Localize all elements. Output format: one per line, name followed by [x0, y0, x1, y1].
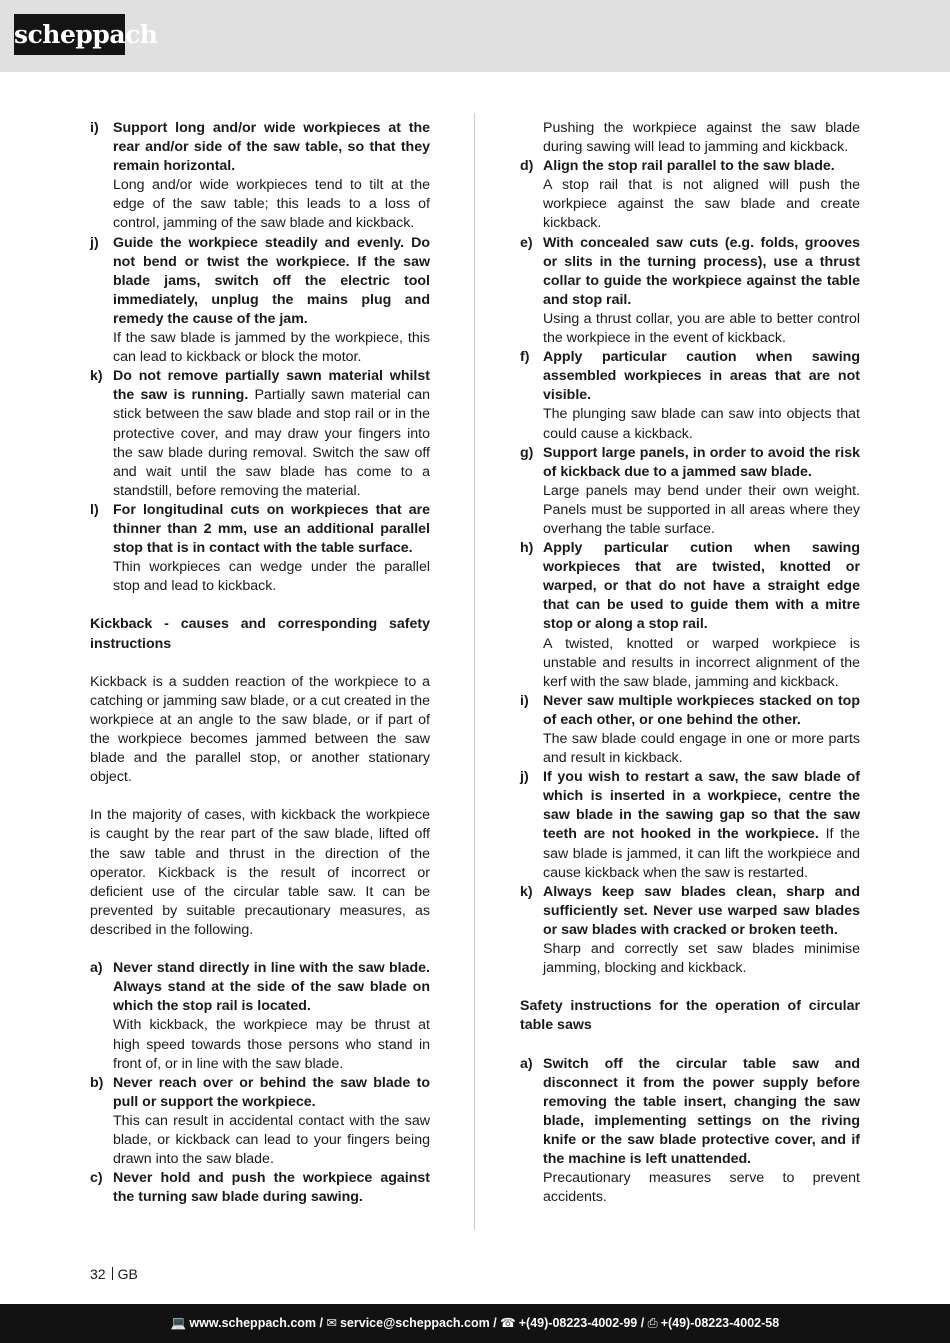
safety-item-l: [90, 501, 430, 596]
email-icon: ✉: [326, 1316, 337, 1330]
safety-item-g: [520, 444, 860, 539]
item-explanation: With kickback, the workpiece may be thrust at high speed towards those persons who stand in front of, or in line with the saw blade.: [113, 1017, 430, 1072]
item-explanation: The plunging saw blade can saw into objects that could cause a kickback.: [543, 406, 860, 442]
item-letter: j): [90, 234, 99, 251]
item-instruction: Support long and/or wide workpieces at the rear and/or side of the saw table, so that they remain horizontal.: [113, 120, 430, 175]
item-explanation: This can result in accidental contact with the saw blade, or kickback can lead to your fingers being drawn into the saw blade.: [113, 1112, 430, 1168]
page-language: GB: [117, 1266, 138, 1282]
footer-phone: +(49)-08223-4002-99 /: [518, 1316, 645, 1330]
safety-item-c: [90, 1169, 430, 1207]
safety-item-i: [520, 692, 860, 768]
footer-email: service@scheppach.com /: [339, 1316, 497, 1330]
footer-website: www.scheppach.com /: [189, 1316, 323, 1330]
item-letter: f): [520, 349, 530, 366]
item-explanation: If the saw blade is jammed, it can lift the workpiece and cause kickback when the saw is restarted.: [543, 826, 860, 881]
item-instruction: If you wish to restart a saw, the saw blade of which is inserted in a workpiece, centre the saw blade in the sawing gap so that the saw teeth are not hooked in the workpiece.: [543, 769, 860, 843]
item-explanation: Precautionary measures serve to prevent accidents.: [543, 1170, 860, 1206]
item-instruction: Never saw multiple workpieces stacked on top of each other, or one behind the other.: [543, 692, 860, 728]
left-column: [90, 119, 430, 1207]
page-number-separator: [112, 1267, 113, 1280]
item-explanation: A twisted, knotted or warped workpiece is unstable and results in incorrect alignment of the kerf with the saw blade, jamming and kickback.: [543, 635, 860, 690]
safety-item-d: [520, 157, 860, 233]
safety-item-i: [90, 119, 430, 234]
kickback-paragraph: Kickback is a sudden reaction of the workpiece to a catching or jamming saw blade, or a cut created in the workpiece at an angle to the saw blade, or if part of the workpiece becomes jammed between the saw blade and the parallel stop, or another stationary object.: [90, 673, 430, 786]
item-instruction: Do not remove partially sawn material whilst the saw is running.: [113, 368, 430, 404]
item-letter: i): [520, 692, 529, 709]
brand-logo: scheppach: [14, 14, 125, 55]
item-instruction: Never hold and push the workpiece against the turning saw blade during sawing.: [113, 1170, 430, 1206]
item-instruction: Align the stop rail parallel to the saw blade.: [543, 158, 835, 175]
page-number-value: 32: [90, 1266, 106, 1282]
item-explanation: A stop rail that is not aligned will push the workpiece against the saw blade and create kickback.: [543, 177, 860, 232]
operation-heading: Safety instructions for the operation of circular table saws: [520, 998, 860, 1034]
item-explanation: Using a thrust collar, you are able to better control the workpiece in the event of kickback.: [543, 310, 860, 347]
item-explanation: Long and/or wide workpieces tend to tilt at the edge of the saw table; this leads to a loss of control, jamming of the saw blade and kickback.: [113, 177, 430, 232]
item-instruction: Guide the workpiece steadily and evenly. Do not bend or twist the workpiece. If the saw blade jams, switch off the electric tool immediately, unplug the mains plug and remedy the cause of the jam.: [113, 234, 430, 327]
item-letter: b): [90, 1074, 104, 1091]
item-instruction: Never reach over or behind the saw blade to pull or support the workpiece.: [113, 1074, 430, 1110]
safety-item-k: [520, 883, 860, 978]
safety-item-k: [90, 367, 430, 501]
safety-item-f: [520, 348, 860, 443]
item-letter: e): [520, 234, 533, 251]
item-explanation: The saw blade could engage in one or more parts and result in kickback.: [543, 731, 860, 767]
item-explanation: If the saw blade is jammed by the workpiece, this can lead to kickback or block the motor.: [113, 330, 430, 366]
item-instruction: Switch off the circular table saw and disconnect it from the power supply before removing the table insert, changing the saw blade, implementing settings on the riving knife or the saw blade protective cover, and if the machine is left unattended.: [543, 1055, 860, 1168]
item-instruction: Apply particular cution when sawing workpieces that are twisted, knotted or warped, or that do not have a straight edge that can be used to guide them with a mitre stop or along a stop rail.: [543, 540, 860, 633]
computer-icon: 💻: [170, 1316, 187, 1330]
safety-item-e: [520, 234, 860, 349]
item-letter: a): [90, 960, 103, 977]
fax-icon: ⎙: [647, 1316, 658, 1330]
footer-fax: +(49)-08223-4002-58: [660, 1316, 780, 1330]
safety-item-j: [90, 234, 430, 368]
item-letter: l): [90, 501, 99, 518]
item-explanation: Large panels may bend under their own weight. Panels must be supported in all areas where they overhang the table surface.: [543, 482, 860, 537]
item-instruction: Support large panels, in order to avoid the risk of kickback due to a jammed saw blade.: [543, 444, 860, 480]
item-letter: k): [90, 368, 103, 385]
safety-item-h: [520, 539, 860, 692]
item-letter: d): [520, 158, 534, 175]
item-instruction: For longitudinal cuts on workpieces that are thinner than 2 mm, use an additional parallel stop that is in contact with the table surface.: [113, 501, 430, 557]
item-letter: j): [520, 769, 529, 786]
item-explanation: Thin workpieces can wedge under the parallel stop and lead to kickback.: [113, 559, 430, 595]
item-letter: g): [520, 444, 534, 461]
item-letter: k): [520, 883, 533, 900]
page-footer: [0, 1304, 950, 1343]
page-number: [90, 1265, 138, 1283]
item-instruction: With concealed saw cuts (e.g. folds, grooves or slits in the turning process), use a thrust collar to guide the workpiece against the table and stop rail.: [543, 234, 860, 308]
safety-item-a: [90, 959, 430, 1074]
item-letter: h): [520, 540, 534, 557]
operation-item-a: [520, 1055, 860, 1208]
item-instruction: Always keep saw blades clean, sharp and sufficiently set. Never use warped saw blades or saw blades with cracked or broken teeth.: [543, 883, 860, 938]
item-instruction: Apply particular caution when sawing assembled workpieces in areas that are not visible.: [543, 349, 860, 404]
item-instruction: Never stand directly in line with the saw blade. Always stand at the side of the saw blade on which the stop rail is located.: [113, 960, 430, 1015]
column-divider: [474, 113, 475, 1230]
kickback-paragraph: In the majority of cases, with kickback the workpiece is caught by the rear part of the saw blade, lifted off the saw table and thrust in the direction of the operator. Kickback is the result of incorrect or deficient use of the circular table saw. It can be prevented by suitable precautionary measures, as described in the following.: [90, 807, 430, 938]
safety-item-j: [520, 768, 860, 883]
item-explanation: Sharp and correctly set saw blades minimise jamming, blocking and kickback.: [543, 941, 860, 977]
phone-icon: ☎: [500, 1316, 516, 1330]
right-column: [520, 119, 860, 1207]
item-letter: a): [520, 1055, 533, 1072]
page-header: [0, 0, 950, 72]
item-letter: c): [90, 1170, 103, 1187]
item-explanation: Pushing the workpiece against the saw blade during sawing will lead to jamming and kickback.: [543, 120, 860, 156]
item-explanation: Partially sawn material can stick between the saw blade and stop rail or in the protective cover, and may draw your fingers into the saw blade during removal. Switch the saw off and wait until the saw blade has come to a standstill, before removing the material.: [113, 387, 430, 499]
kickback-heading: Kickback - causes and corresponding safety instructions: [90, 616, 430, 652]
item-letter: i): [90, 120, 99, 136]
safety-item-b: [90, 1074, 430, 1169]
